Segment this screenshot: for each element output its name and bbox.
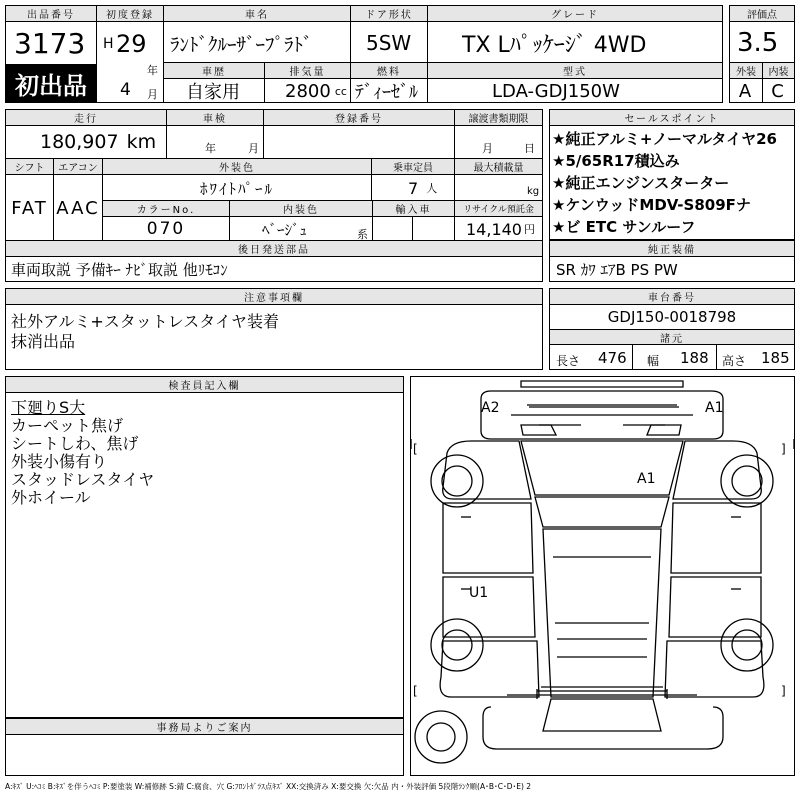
- reg-number-label: 登録番号: [264, 110, 454, 126]
- int-label: 内装: [763, 63, 794, 79]
- chassis-number: GDJ150-0018798: [607, 308, 737, 326]
- car-diagram: [411, 377, 794, 775]
- aircon-label: エアコン: [54, 159, 102, 175]
- sales-point-item: ★ケンウッドMDV-S809Fナ: [552, 196, 751, 214]
- load-label: 最大積載量: [455, 159, 542, 175]
- later-parts-label: 後日発送部品: [6, 241, 542, 257]
- sales-point-item: ★5/65R17積込み: [552, 152, 680, 170]
- sales-point-item: ★純正アルミ+ノーマルタイヤ26: [552, 130, 777, 148]
- mileage-label: 走行: [6, 110, 166, 126]
- note-line: 社外アルミ+スタットレスタイヤ装着: [11, 312, 279, 331]
- height-label: 高さ: [722, 354, 747, 368]
- svg-text:[: [: [413, 442, 418, 456]
- capacity-label: 乗車定員: [372, 159, 454, 175]
- grade: TX Lﾊﾟｯｹｰｼﾞ 4WD: [462, 32, 647, 58]
- model-code: LDA-GDJ150W: [492, 80, 620, 102]
- lot-label: 出品番号: [6, 6, 96, 22]
- shift: FAT: [11, 197, 48, 219]
- year-unit: 年: [147, 64, 158, 77]
- recycle-fee: 14,140 円: [466, 219, 535, 239]
- sales-points-label: セールスポイント: [550, 110, 794, 126]
- damage-mark-u1: U1: [469, 585, 489, 601]
- first-listing-badge: 初出品: [6, 64, 96, 102]
- sales-point-item: ★ビ ETC サンルーフ: [552, 218, 696, 236]
- width-label: 幅: [647, 354, 660, 368]
- inspector-line: 外ホイール: [11, 488, 91, 507]
- later-parts: 車両取説 予備ｷｰ ﾅﾋﾞ取説 他ﾘﾓｺﾝ: [11, 260, 228, 279]
- inspector-line: シートしわ、焦げ: [11, 434, 139, 453]
- inspector-line: カーペット焦げ: [11, 416, 124, 435]
- height: 185: [761, 349, 790, 367]
- reg-year: 29: [116, 30, 147, 58]
- month-unit: 月: [147, 88, 158, 101]
- damage-mark-a1-roof: A1: [637, 471, 656, 487]
- score-label: 評価点: [730, 6, 794, 22]
- inspection-month-unit: 月: [248, 142, 259, 155]
- transfer-month-unit: 月: [482, 142, 493, 155]
- model-label: 型式: [428, 63, 722, 79]
- history: 自家用: [186, 82, 240, 102]
- svg-text:[: [: [413, 684, 418, 698]
- import-label: 輸入車: [373, 201, 454, 217]
- dims-label: 諸元: [550, 329, 794, 345]
- width: 188: [680, 349, 709, 367]
- inspector-label: 検査員記入欄: [6, 377, 403, 393]
- inspection-year-unit: 年: [205, 142, 216, 155]
- inspection-label: 車検: [167, 110, 263, 126]
- mileage: 180,907 km: [40, 131, 157, 153]
- displacement: 2800 cc: [285, 80, 347, 102]
- exterior-color: ﾎﾜｲﾄﾊﾟｰﾙ: [199, 179, 274, 198]
- svg-text:]: ]: [781, 442, 786, 456]
- score: 3.5: [737, 28, 779, 58]
- inspector-line: 外装小傷有り: [11, 452, 108, 471]
- history-label: 車歴: [164, 63, 264, 79]
- load-unit: kg: [527, 186, 540, 197]
- legend: A:ｷｽﾞ U:ﾍｺﾐ B:ｷｽﾞを伴うﾍｺﾐ P:要塗装 W:補修跡 S:錆 C:腐食、穴 G:ﾌﾛﾝﾄｶﾞﾗｽ点ｷｽﾞ XX:交換済み X:要交換 欠:欠品 内・外装評価 5段階ﾗﾝｸ順(A･B･C･D･E) 2: [5, 782, 532, 791]
- color-no-label: カラーNo.: [103, 201, 229, 217]
- int-color-label: 内装色: [230, 201, 372, 217]
- chassis-label: 車台番号: [550, 289, 794, 305]
- grade-label: グレード: [428, 6, 722, 22]
- recycle-label: リサイクル預託金: [455, 201, 542, 217]
- damage-mark-a1-front: A1: [705, 400, 724, 416]
- sales-point-item: ★純正エンジンスターター: [552, 174, 730, 192]
- interior-color-unit: 系: [357, 228, 368, 241]
- aircon: AAC: [56, 197, 100, 219]
- transfer-label: 譲渡書類期限: [455, 110, 542, 126]
- inspector-line: スタッドレスタイヤ: [11, 470, 155, 489]
- lot-number: 3173: [14, 26, 86, 60]
- car-name: ﾗﾝﾄﾞｸﾙｰｻﾞｰﾌﾟﾗﾄﾞ: [170, 33, 313, 56]
- first-reg-label: 初度登録: [97, 6, 163, 22]
- shift-label: シフト: [6, 159, 53, 175]
- reg-month: 4: [120, 80, 131, 100]
- displacement-label: 排気量: [265, 63, 350, 79]
- transfer-day-unit: 日: [524, 142, 535, 155]
- color-number: 070: [146, 219, 186, 239]
- note-line: 抹消出品: [11, 332, 76, 351]
- era: H: [103, 36, 114, 52]
- svg-text:]: ]: [781, 684, 786, 698]
- office-label: 事務局よりご案内: [6, 719, 403, 735]
- ext-label: 外装: [730, 63, 762, 79]
- notes-label: 注意事項欄: [6, 289, 542, 305]
- int-grade: C: [771, 80, 786, 102]
- color-label: 外装色: [103, 159, 371, 175]
- inspector-line: 下廻りS大: [11, 398, 86, 417]
- length: 476: [598, 349, 627, 367]
- ext-grade: A: [738, 80, 754, 102]
- door-type: 5SW: [366, 31, 412, 55]
- interior-color: ﾍﾞｰｼﾞｭ: [262, 220, 308, 239]
- equipment-label: 純正装備: [550, 241, 794, 257]
- capacity: 7 人: [408, 178, 438, 198]
- door-label: ドア形状: [351, 6, 427, 22]
- car-name-label: 車名: [164, 6, 350, 22]
- equipment: SR ｶﾜ ｴｱB PS PW: [556, 260, 678, 279]
- damage-mark-a2: A2: [481, 400, 500, 416]
- fuel: ﾃﾞｨｰｾﾞﾙ: [355, 82, 418, 102]
- fuel-label: 燃料: [351, 63, 427, 79]
- length-label: 長さ: [556, 354, 581, 368]
